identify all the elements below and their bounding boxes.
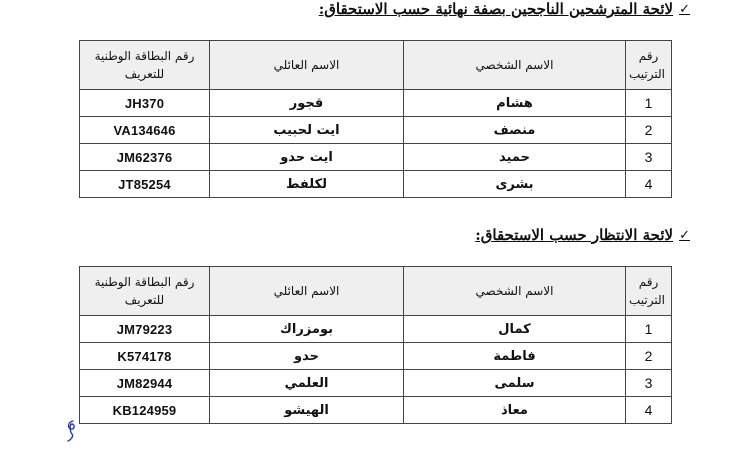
rank-cell: 3 [626, 370, 672, 397]
id-cell: KB124959 [80, 397, 210, 424]
checkmark-icon: ✓ [679, 1, 690, 17]
rank-cell: 2 [626, 117, 672, 144]
table-row [80, 171, 672, 198]
id-cell: VA134646 [80, 117, 210, 144]
table-row [80, 144, 672, 171]
column-header-rank: رقم الترتيب [626, 41, 672, 90]
column-header-first-name: الاسم الشخصي [404, 267, 626, 316]
last-name-cell: ايت حدو [210, 144, 404, 171]
last-name-cell: بومزراك [210, 316, 404, 343]
column-header-first-name: الاسم الشخصي [404, 41, 626, 90]
rank-cell: 1 [626, 316, 672, 343]
rank-cell: 1 [626, 90, 672, 117]
id-cell: JM62376 [80, 144, 210, 171]
first-name-cell: سلمى [404, 370, 626, 397]
table-row [80, 343, 672, 370]
section-title-waiting-list [475, 226, 690, 244]
table-header-row [80, 41, 672, 90]
rank-cell: 3 [626, 144, 672, 171]
last-name-cell: الهيشو [210, 397, 404, 424]
checkmark-icon: ✓ [679, 227, 690, 243]
column-header-rank: رقم الترتيب [626, 267, 672, 316]
section-title-final-list [319, 0, 690, 18]
table-row [80, 316, 672, 343]
waiting-list-table [79, 266, 672, 424]
section-title-text: لائحة الانتظار حسب الاستحقاق: [475, 226, 674, 244]
table-header-row [80, 267, 672, 316]
column-header-last-name: الاسم العائلي [210, 41, 404, 90]
first-name-cell: كمال [404, 316, 626, 343]
id-cell: JH370 [80, 90, 210, 117]
rank-cell: 4 [626, 397, 672, 424]
id-cell: JM82944 [80, 370, 210, 397]
table-row [80, 90, 672, 117]
column-header-last-name: الاسم العائلي [210, 267, 404, 316]
first-name-cell: فاطمة [404, 343, 626, 370]
column-header-id: رقم البطاقة الوطنية للتعريف [80, 41, 210, 90]
last-name-cell: العلمي [210, 370, 404, 397]
table-row [80, 397, 672, 424]
last-name-cell: ايت لحبيب [210, 117, 404, 144]
table-row [80, 117, 672, 144]
column-header-id: رقم البطاقة الوطنية للتعريف [80, 267, 210, 316]
rank-cell: 2 [626, 343, 672, 370]
last-name-cell: قجور [210, 90, 404, 117]
last-name-cell: لكلفط [210, 171, 404, 198]
id-cell: K574178 [80, 343, 210, 370]
first-name-cell: بشرى [404, 171, 626, 198]
final-candidates-table [79, 40, 672, 198]
id-cell: JM79223 [80, 316, 210, 343]
id-cell: JT85254 [80, 171, 210, 198]
last-name-cell: حدو [210, 343, 404, 370]
first-name-cell: منصف [404, 117, 626, 144]
handwritten-initials-mark [64, 418, 80, 444]
first-name-cell: هشام [404, 90, 626, 117]
section-title-text: لائحة المترشحين الناجحين بصفة نهائية حسب الاستحقاق: [318, 0, 674, 18]
table-row [80, 370, 672, 397]
first-name-cell: حميد [404, 144, 626, 171]
rank-cell: 4 [626, 171, 672, 198]
first-name-cell: معاذ [404, 397, 626, 424]
